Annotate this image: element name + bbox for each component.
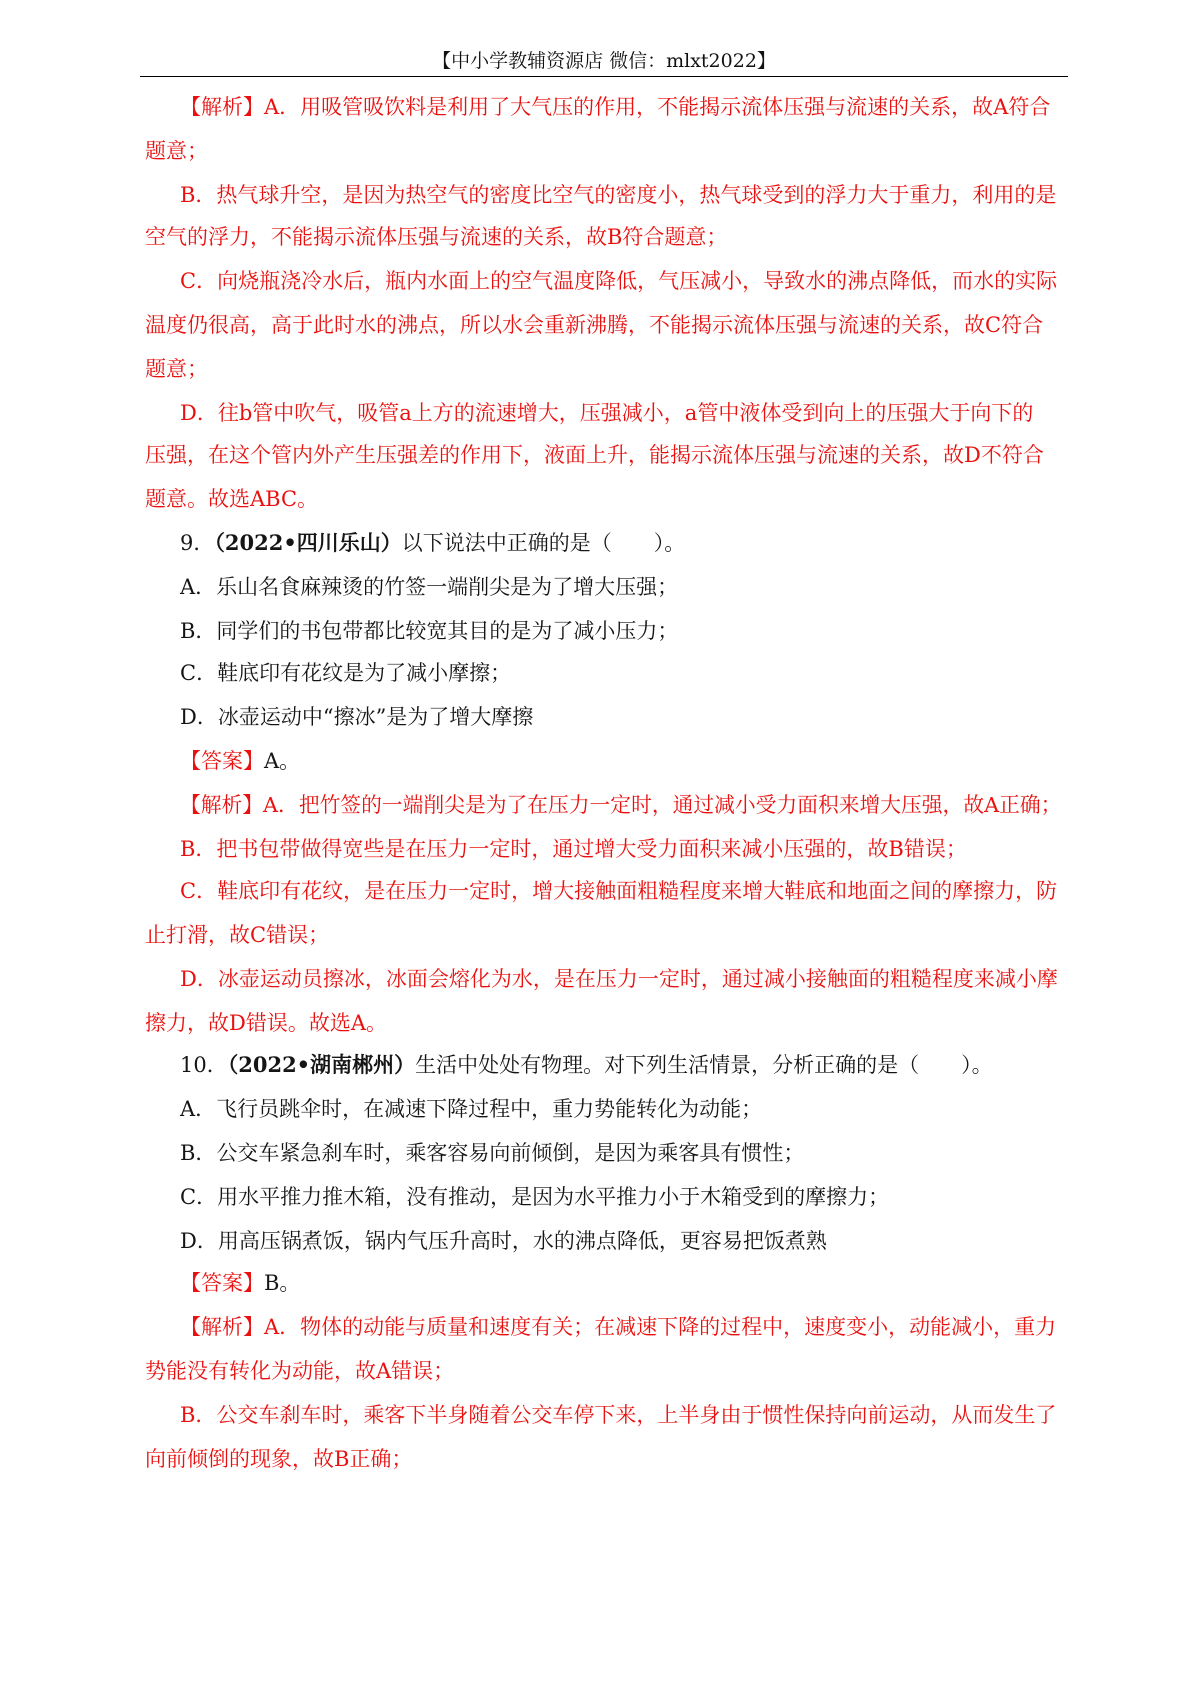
analysis-line: 擦力，故D错误。故选A。	[145, 1011, 388, 1035]
analysis-line: 势能没有转化为动能，故A错误；	[145, 1359, 455, 1383]
analysis-line: 空气的浮力，不能揭示流体压强与流速的关系，故B符合题意；	[145, 225, 728, 249]
option-b: B．同学们的书包带都比较宽其目的是为了减小压力；	[180, 619, 679, 643]
option-a: A．乐山名食麻辣烫的竹签一端削尖是为了增大压强；	[180, 575, 679, 599]
analysis-line: B．把书包带做得宽些是在压力一定时，通过增大受力面积来减小压强的，故B错误；	[180, 837, 967, 861]
analysis-line: 题意。故选ABC。	[145, 487, 319, 511]
analysis-line: 【解析】A．用吸管吸饮料是利用了大气压的作用，不能揭示流体压强与流速的关系，故A符合	[180, 95, 1051, 119]
page-header: 【中小学教辅资源店 微信：mlxt2022】	[432, 50, 776, 72]
answer-line	[180, 1268, 300, 1298]
answer-value: B。	[264, 1271, 301, 1295]
analysis-line: 温度仍很高，高于此时水的沸点，所以水会重新沸腾，不能揭示流体压强与流速的关系，故C符合	[145, 313, 1044, 337]
analysis-line: D．冰壶运动员擦冰，冰面会熔化为水，是在压力一定时，通过减小接触面的粗糙程度来减小摩	[180, 967, 1058, 991]
question-source: （2022•湖南郴州）	[227, 1052, 416, 1077]
option-d: D．用高压锅煮饭，锅内气压升高时，水的沸点降低，更容易把饭煮熟	[180, 1229, 827, 1253]
question-text: 生活中处处有物理。对下列生活情景，分析正确的是（ ）。	[415, 1053, 993, 1077]
option-c: C．用水平推力推木箱，没有推动，是因为水平推力小于木箱受到的摩擦力；	[180, 1185, 890, 1209]
analysis-line: B．热气球升空，是因为热空气的密度比空气的密度小，热气球受到的浮力大于重力，利用的是	[180, 183, 1057, 207]
question-number: 9．	[180, 531, 215, 555]
analysis-line: 题意；	[145, 357, 208, 381]
answer-value: A。	[264, 749, 301, 773]
answer-label: 【答案】	[180, 749, 264, 773]
answer-label: 【答案】	[180, 1271, 264, 1295]
question-text: 以下说法中正确的是（ ）。	[401, 531, 686, 555]
option-a: A．飞行员跳伞时，在减速下降过程中，重力势能转化为动能；	[180, 1097, 763, 1121]
question-number: 10．	[180, 1053, 228, 1077]
analysis-line: 【解析】A．物体的动能与质量和速度有关；在减速下降的过程中，速度变小，动能减小，重力	[180, 1315, 1057, 1339]
analysis-line: 向前倾倒的现象，故B正确；	[145, 1447, 413, 1471]
question-10-stem	[180, 1050, 993, 1080]
option-b: B．公交车紧急刹车时，乘客容易向前倾倒，是因为乘客具有惯性；	[180, 1141, 805, 1165]
analysis-line: 止打滑，故C错误；	[145, 923, 330, 947]
analysis-line: 题意；	[145, 139, 208, 163]
question-9-stem	[180, 528, 685, 558]
analysis-line: D．往b管中吹气，吸管a上方的流速增大，压强减小，a管中液体受到向上的压强大于向下的	[180, 401, 1034, 425]
option-d: D．冰壶运动中“擦冰”是为了增大摩擦	[180, 705, 534, 729]
analysis-line: B．公交车刹车时，乘客下半身随着公交车停下来，上半身由于惯性保持向前运动，从而发生了	[180, 1403, 1057, 1427]
option-c: C．鞋底印有花纹是为了减小摩擦；	[180, 661, 512, 685]
analysis-line: C．鞋底印有花纹，是在压力一定时，增大接触面粗糙程度来增大鞋底和地面之间的摩擦力，防	[180, 879, 1058, 903]
question-source: （2022•四川乐山）	[214, 530, 402, 555]
answer-line	[180, 746, 300, 776]
analysis-line: C．向烧瓶浇冷水后，瓶内水面上的空气温度降低，气压减小，导致水的沸点降低，而水的实际	[180, 269, 1058, 293]
header-divider	[140, 76, 1068, 77]
analysis-line: 压强，在这个管内外产生压强差的作用下，液面上升，能揭示流体压强与流速的关系，故D不符合	[145, 443, 1044, 467]
analysis-line: 【解析】A．把竹签的一端削尖是为了在压力一定时，通过减小受力面积来增大压强，故A正确；	[180, 793, 1062, 817]
